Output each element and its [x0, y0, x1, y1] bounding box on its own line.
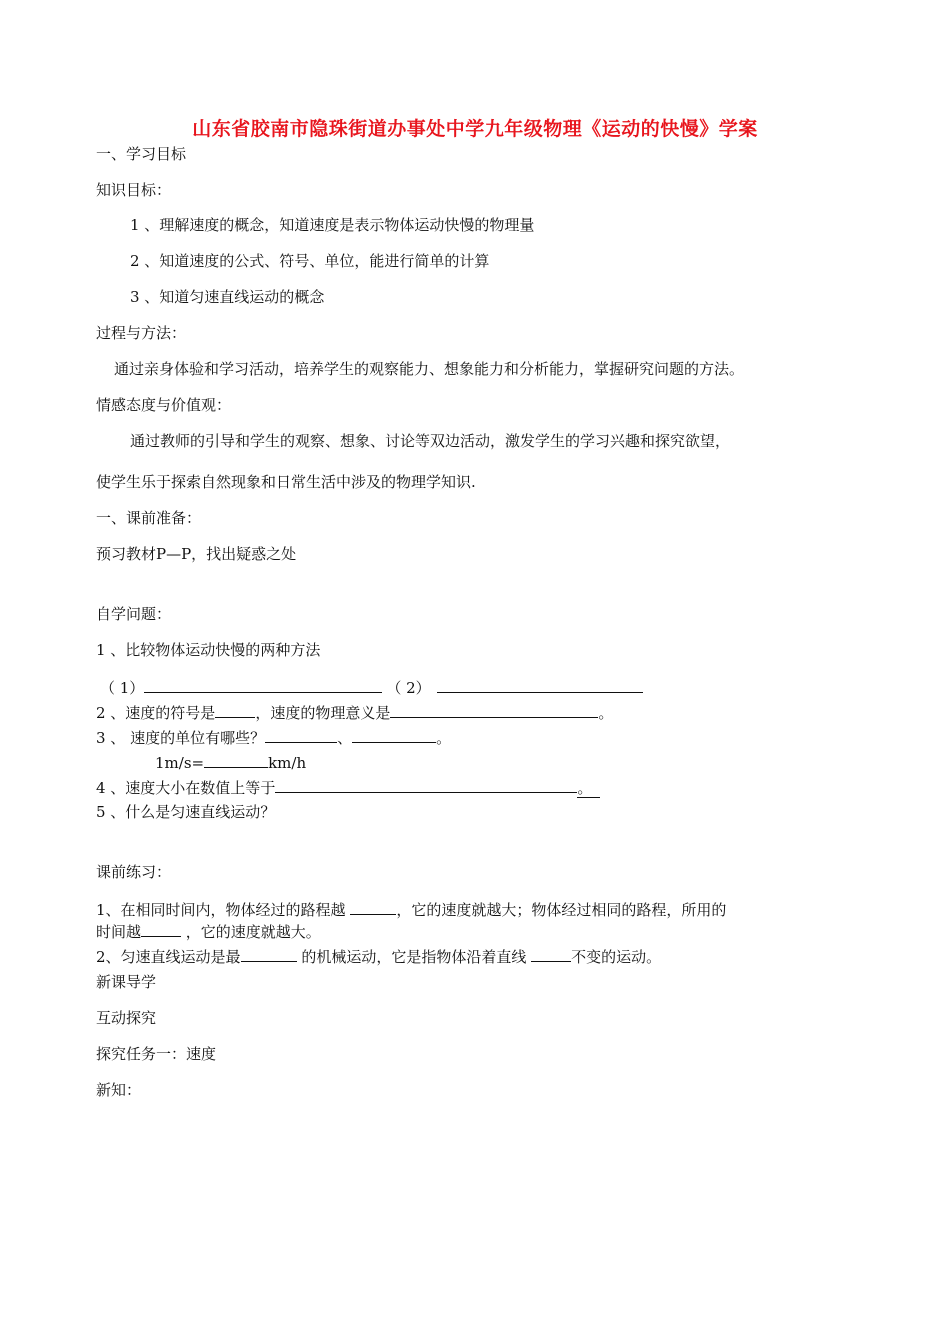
knowledge-item-1: 1 、理解速度的概念，知道速度是表示物体运动快慢的物理量: [130, 216, 535, 234]
self-study-label: 自学问题：: [96, 605, 172, 623]
question-4: [96, 777, 600, 798]
practice-2-text-c: 不变的运动。: [571, 948, 662, 966]
document-title: 山东省胶南市隐珠街道办事处中学九年级物理《运动的快慢》学案: [192, 118, 758, 140]
new-lesson-guide: 新课导学: [96, 973, 157, 991]
knowledge-item-2: 2 、知道速度的公式、符号、单位，能进行简单的计算: [130, 252, 490, 270]
knowledge-goals-label: 知识目标：: [96, 181, 172, 199]
speed-unit-blank-2[interactable]: [352, 727, 436, 743]
question-2-text-b: ，速度的物理意义是: [255, 704, 391, 722]
speed-meaning-blank[interactable]: [390, 702, 598, 718]
answer-1-blank[interactable]: [144, 677, 382, 693]
practice-1-text-b: ，它的速度就越大；物体经过相同的路程，所用的: [396, 901, 727, 919]
emotion-text-line-2: 使学生乐于探索自然现象和日常生活中涉及的物理学知识.: [96, 473, 476, 491]
practice-2: [96, 946, 661, 967]
practice-2-blank-1[interactable]: [241, 946, 297, 962]
question-1: 1 、比较物体运动快慢的两种方法: [96, 641, 321, 659]
question-4-text-b: 。: [577, 779, 600, 798]
interactive-exploration: 互动探究: [96, 1009, 157, 1027]
question-5: 5 、什么是匀速直线运动？: [96, 803, 276, 821]
practice-1-text-d: ，它的速度就越大。: [181, 923, 321, 941]
question-3-text-c: 。: [436, 729, 452, 747]
process-method-text: 通过亲身体验和学习活动，培养学生的观察能力、想象能力和分析能力，掌握研究问题的方法。: [114, 360, 745, 378]
question-2: [96, 702, 613, 723]
question-1-answers: [100, 677, 643, 698]
practice-1-text-c: 时间越: [96, 923, 142, 941]
unit-conversion: [155, 752, 306, 773]
knowledge-item-3: 3 、知道匀速直线运动的概念: [130, 288, 325, 306]
speed-symbol-blank[interactable]: [215, 702, 255, 718]
practice-1-blank-1[interactable]: [350, 899, 396, 915]
practice-2-blank-2[interactable]: [531, 946, 571, 962]
practice-2-text-b: 的机械运动，它是指物体沿着直线: [296, 948, 532, 966]
practice-1-blank-2[interactable]: [141, 921, 181, 937]
question-3-text-a: 3 、 速度的单位有哪些？: [96, 729, 266, 747]
question-3: [96, 727, 451, 748]
answer-1-label: （ 1）: [100, 679, 145, 697]
unit-conversion-text-a: 1m/s=: [155, 754, 205, 772]
question-2-text-c: 。: [598, 704, 614, 722]
answer-2-blank[interactable]: [437, 677, 643, 693]
answer-2-label: （ 2）: [386, 679, 431, 697]
speed-unit-blank-1[interactable]: [265, 727, 337, 743]
question-2-text-a: 2 、速度的符号是: [96, 704, 216, 722]
unit-conversion-text-b: km/h: [268, 754, 307, 772]
practice-label: 课前练习：: [96, 863, 172, 881]
emotion-label: 情感态度与价值观：: [96, 396, 232, 414]
new-knowledge-label: 新知：: [96, 1081, 142, 1099]
practice-1-line-2: [96, 921, 321, 942]
emotion-text-line-1: 通过教师的引导和学生的观察、想象、讨论等双边活动，激发学生的学习兴趣和探究欲望，: [130, 432, 731, 450]
section-heading-preparation: 一、课前准备：: [96, 509, 202, 527]
question-4-text-a: 4 、速度大小在数值上等于: [96, 779, 276, 797]
question-4-blank[interactable]: [275, 777, 577, 793]
exploration-task-1: 探究任务一：速度: [96, 1045, 217, 1063]
process-method-label: 过程与方法：: [96, 324, 187, 342]
unit-conversion-blank[interactable]: [204, 752, 268, 768]
section-heading-goals: 一、学习目标: [96, 145, 187, 163]
practice-2-text-a: 2、匀速直线运动是最: [96, 948, 241, 966]
practice-1-text-a: 1、在相同时间内，物体经过的路程越: [96, 901, 351, 919]
preview-instruction: 预习教材P—P，找出疑惑之处: [96, 545, 297, 563]
question-3-separator: 、: [337, 729, 353, 747]
practice-1-line-1: [96, 899, 726, 920]
